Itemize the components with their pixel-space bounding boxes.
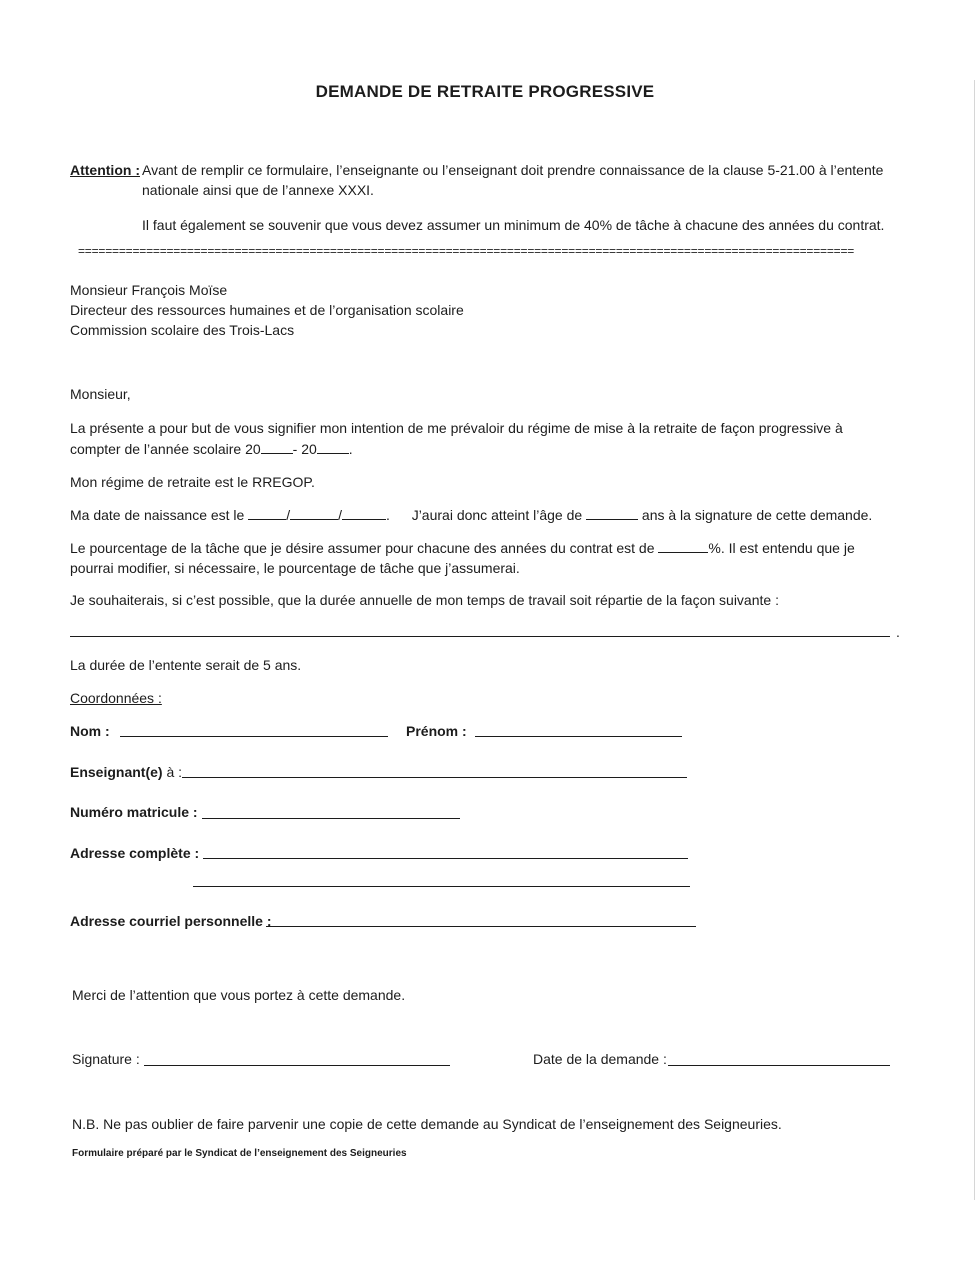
school-year-dash: - 20: [292, 441, 317, 457]
matricule-field[interactable]: [202, 818, 460, 819]
recipient-role: Directeur des ressources humaines et de l’organisation scolaire: [70, 302, 464, 318]
adresse-field-line-1[interactable]: [203, 858, 688, 859]
paragraph-2: Mon régime de retraite est le RREGOP.: [70, 474, 315, 490]
footer-credit: Formulaire préparé par le Syndicat de l’enseignement des Seigneuries: [72, 1148, 407, 1159]
nom-label: Nom :: [70, 723, 110, 739]
coordonnees-heading: Coordonnées :: [70, 690, 162, 706]
salutation: Monsieur,: [70, 386, 131, 402]
courriel-label: Adresse courriel personnelle :: [70, 913, 272, 929]
percentage-field[interactable]: [658, 538, 708, 553]
paragraph-1-line-1: La présente a pour but de vous signifier mon intention de me prévaloir du régime de mise à la retraite de façon progressive à: [70, 420, 843, 436]
enseignant-suffix: à :: [166, 764, 183, 780]
paragraph-5: Je souhaiterais, si c’est possible, que la durée annuelle de mon temps de travail soit répartie de la façon suivante :: [70, 592, 779, 608]
age-field[interactable]: [586, 505, 638, 520]
paragraph-4-line-2: pourrai modifier, si nécessaire, le pourcentage de tâche que j’assumerai.: [70, 560, 520, 576]
school-year-start-field[interactable]: [261, 439, 293, 454]
adresse-label: Adresse complète :: [70, 845, 200, 861]
courriel-field[interactable]: [266, 926, 696, 927]
prenom-label: Prénom :: [406, 723, 467, 739]
age-suffix: ans à la signature de cette demande.: [641, 507, 873, 523]
percentage-label: Le pourcentage de la tâche que je désire assumer pour chacune des années du contrat est de: [70, 540, 655, 556]
recipient-name: Monsieur François Moïse: [70, 282, 228, 298]
enseignant-label-row: [70, 762, 182, 782]
enseignant-label: Enseignant(e): [70, 764, 163, 780]
signature-label: Signature :: [72, 1051, 140, 1067]
nb-note: N.B. Ne pas oublier de faire parvenir une copie de cette demande au Syndicat de l’enseignement des Seigneuries.: [72, 1116, 782, 1132]
matricule-label: Numéro matricule :: [70, 804, 198, 820]
birthdate-slash-2: /: [338, 507, 343, 523]
age-label: J’aurai donc atteint l’âge de: [411, 507, 583, 523]
separator-line: ==================================================================================================================: [78, 244, 855, 258]
work-distribution-period: .: [896, 624, 900, 640]
enseignant-field[interactable]: [182, 777, 687, 778]
birth-month-field[interactable]: [290, 505, 338, 520]
recipient-org: Commission scolaire des Trois-Lacs: [70, 322, 295, 338]
school-year-prefix: compter de l’année scolaire 20: [70, 441, 261, 457]
attention-label: Attention :: [70, 162, 140, 178]
scan-edge: [974, 80, 975, 1200]
attention-line-1: Avant de remplir ce formulaire, l’enseignante ou l’enseignant doit prendre connaissance de la clause 5-21.00 à l’entente: [142, 162, 884, 178]
attention-block: [70, 160, 900, 235]
attention-line-2: nationale ainsi que de l’annexe XXXI.: [142, 182, 374, 199]
birthdate-period: .: [386, 507, 390, 523]
work-distribution-field[interactable]: [70, 636, 890, 637]
date-label: Date de la demande :: [533, 1051, 667, 1067]
birthdate-label: Ma date de naissance est le: [70, 507, 245, 523]
birth-year-field[interactable]: [342, 505, 386, 520]
page-title: DEMANDE DE RETRAITE PROGRESSIVE: [315, 82, 655, 101]
prenom-field[interactable]: [475, 736, 682, 737]
percentage-suffix: %. Il est entendu que je: [708, 540, 855, 556]
paragraph-6: La durée de l’entente serait de 5 ans.: [70, 657, 302, 673]
attention-line-3: Il faut également se souvenir que vous devez assumer un minimum de 40% de tâche à chacune des années du contrat.: [142, 216, 885, 233]
paragraph-1-line-2: [70, 439, 353, 459]
adresse-field-line-2[interactable]: [193, 886, 690, 887]
birth-day-field[interactable]: [248, 505, 286, 520]
school-year-end-field[interactable]: [317, 439, 349, 454]
birthdate-slash-1: /: [286, 507, 291, 523]
paragraph-3: [70, 505, 872, 525]
date-field[interactable]: [668, 1065, 890, 1066]
closing-thanks: Merci de l’attention que vous portez à cette demande.: [72, 987, 406, 1003]
nom-field[interactable]: [120, 736, 388, 737]
school-year-period: .: [348, 441, 353, 457]
signature-field[interactable]: [144, 1065, 450, 1066]
paragraph-4-line-1: [70, 538, 855, 558]
